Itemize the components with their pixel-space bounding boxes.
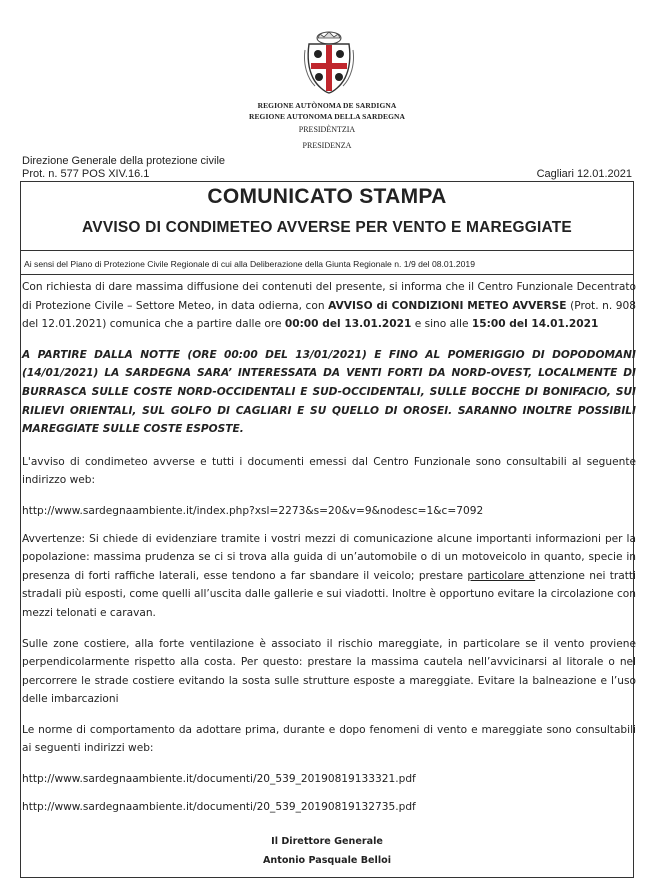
- intro-paragraph: Con richiesta di dare massima diffusione dei contenuti del presente, si informa che il Centro Funzionale Decentrato di Protezione Civile – Settore Meteo, in data odierna, con AVVISO di CONDIZIONI METEO AVVERSE (Prot. n. 908 del 12.01.2021) comunica che a partire dalle ore 00:00 del 13.01.2021 e sino alle 15:00 del 14.01.2021: [22, 281, 637, 331]
- department-name: Direzione Generale della protezione civile: [22, 155, 226, 167]
- region-name-sardinian: REGIONE AUTÒNOMA DE SARDIGNA: [257, 101, 397, 110]
- warnings-paragraph: Avvertenze: Si chiede di evidenziare tramite i vostri mezzi di comunicazione alcune importanti informazioni per la popolazione: massima prudenza se ci si trova alla guida di un’automobile o di un motoveicolo in quanto, specie in presenza di forti raffiche laterali, esse tendono a far sbandare il veicolo; prestare particolare attenzione nei tratti stradali più esposti, come quelli all’uscita dalle gallerie e sui viadotti. Inoltre è opportuno evitare la circolazione con mezzi telonati e caravan.: [22, 532, 636, 619]
- legal-basis: Ai sensi del Piano di Protezione Civile Regionale di cui alla Deliberazione della Giunta Regionale n. 1/9 del 08.01.2019: [20, 251, 634, 275]
- region-name-italian: REGIONE AUTONOMA DELLA SARDEGNA: [248, 112, 406, 121]
- protocol-number: Prot. n. 577 POS XIV.16.1: [22, 168, 150, 180]
- info-paragraph: L'avviso di condimeteo avverse e tutti i documenti emessi dal Centro Funzionale sono consultabili al seguente indirizzo web:: [22, 455, 636, 487]
- title-box: [20, 181, 634, 251]
- coastal-paragraph: Sulle zone costiere, alla forte ventilazione è associato il rischio mareggiate, in particolare se il vento proviene perpendicolarmente rispetto alla costa. Per questo: prestare la massima cautela nell’avvicinarsi al litorale o nel percorrere le strade costiere evitando la sosta sulle strutture esposte a mareggiate. Evitare la balneazione e l’uso delle imbarcazioni: [22, 637, 636, 706]
- norms-url-link-1[interactable]: http://www.sardegnaambiente.it/documenti/20_539_20190819133321.pdf: [22, 773, 416, 786]
- alert-paragraph: A PARTIRE DALLA NOTTE (ORE 00:00 DEL 13/01/2021) E FINO AL POMERIGGIO DI DOPODOMANI (14/01/2021) LA SARDEGNA SARA’ INTERESSATA DA VENTI FORTI DA NORD-OVEST, LOCALMENTE DI BURRASCA SULLE COSTE NORD-OCCIDENTALI E SUD-OCCIDENTALI, SULLE BOCCHE DI BONIFACIO, SUI RILIEVI ORIENTALI, SUL GOLFO DI CAGLIARI E SU QUELLO DI OROSEI. SARANNO INOLTRE POSSIBILI MAREGGIATE SULLE COSTE ESPOSTE.: [22, 348, 636, 436]
- place-date: Cagliari 12.01.2021: [536, 168, 632, 180]
- norms-url-link-2[interactable]: http://www.sardegnaambiente.it/documenti/20_539_20190819132735.pdf: [22, 800, 416, 813]
- signatory-name: Antonio Pasquale Belloi: [262, 855, 392, 866]
- norms-paragraph: Le norme di comportamento da adottare prima, durante e dopo fenomeni di vento e mareggiate sono consultabili ai seguenti indirizzi web:: [22, 723, 636, 755]
- office-name-italian: PRESIDENZA: [302, 141, 352, 150]
- signatory-role: Il Direttore Generale: [271, 836, 383, 847]
- page-subtitle: AVVISO DI CONDIMETEO AVVERSE PER VENTO E MAREGGIATE: [82, 219, 572, 236]
- alert-url-link[interactable]: http://www.sardegnaambiente.it/index.php?xsl=2273&s=20&v=9&nodesc=1&c=7092: [22, 504, 484, 517]
- document-body: [22, 278, 636, 825]
- region-crest-icon: [303, 30, 355, 94]
- page-title: COMUNICATO STAMPA: [207, 185, 447, 208]
- office-name-sardinian: PRESIDÈNTZIA: [298, 125, 356, 134]
